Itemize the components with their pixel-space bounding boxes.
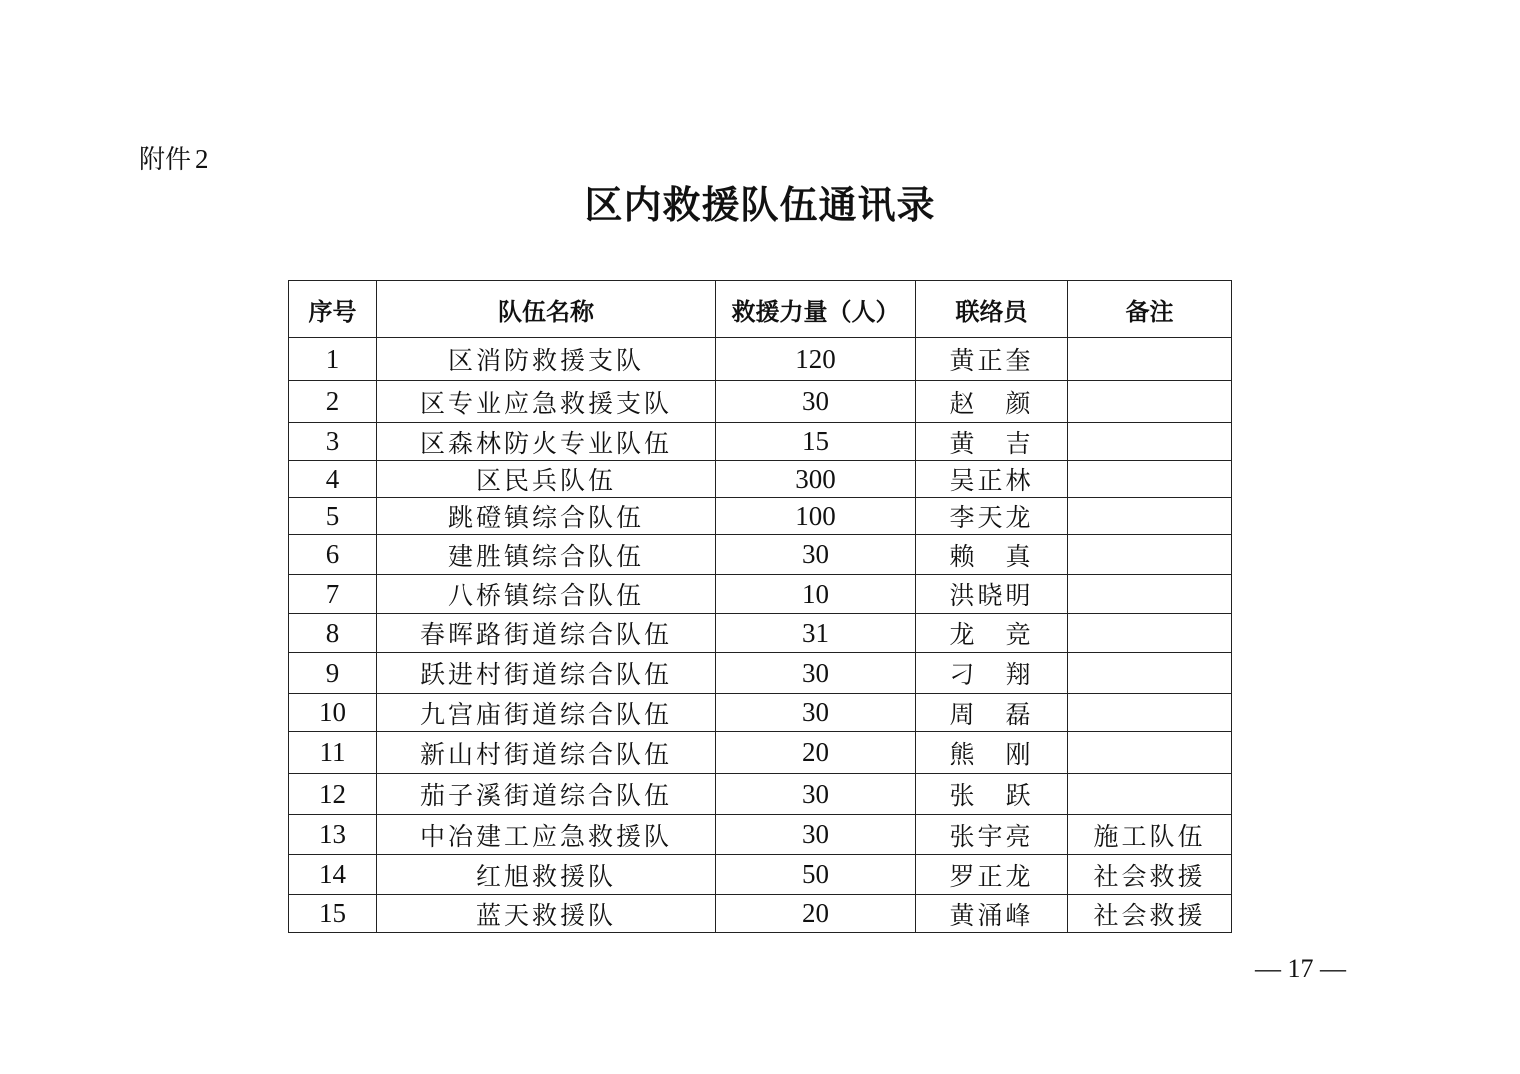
cell-team-name: 茄子溪街道综合队伍 (377, 774, 716, 815)
cell-rescue-force: 15 (716, 423, 916, 461)
header-team-name: 队伍名称 (377, 281, 716, 338)
cell-rescue-force: 30 (716, 535, 916, 575)
cell-serial-number: 9 (289, 653, 377, 694)
table-header-row (289, 281, 1232, 338)
attachment-label-text: 附件 (139, 145, 192, 175)
cell-serial-number: 14 (289, 855, 377, 895)
cell-contact-person: 赖 真 (916, 535, 1068, 575)
cell-serial-number: 7 (289, 575, 377, 614)
cell-team-name: 中冶建工应急救援队 (377, 815, 716, 855)
cell-contact-person: 熊 刚 (916, 732, 1068, 774)
cell-contact-person: 李天龙 (916, 498, 1068, 535)
cell-rescue-force: 20 (716, 732, 916, 774)
table-row (289, 895, 1232, 933)
cell-serial-number: 10 (289, 694, 377, 732)
header-serial-number: 序号 (289, 281, 377, 338)
header-remarks: 备注 (1068, 281, 1232, 338)
cell-team-name: 区民兵队伍 (377, 461, 716, 498)
cell-contact-person: 刁 翔 (916, 653, 1068, 694)
cell-rescue-force: 30 (716, 815, 916, 855)
cell-contact-person: 张 跃 (916, 774, 1068, 815)
cell-serial-number: 3 (289, 423, 377, 461)
cell-rescue-force: 30 (716, 774, 916, 815)
cell-rescue-force: 300 (716, 461, 916, 498)
cell-remarks (1068, 423, 1232, 461)
cell-remarks: 施工队伍 (1068, 815, 1232, 855)
cell-contact-person: 洪晓明 (916, 575, 1068, 614)
cell-contact-person: 张宇亮 (916, 815, 1068, 855)
cell-contact-person: 罗正龙 (916, 855, 1068, 895)
cell-remarks (1068, 614, 1232, 653)
cell-contact-person: 周 磊 (916, 694, 1068, 732)
cell-team-name: 红旭救援队 (377, 855, 716, 895)
cell-contact-person: 赵 颜 (916, 381, 1068, 423)
table-row (289, 815, 1232, 855)
cell-remarks (1068, 653, 1232, 694)
cell-rescue-force: 20 (716, 895, 916, 933)
cell-remarks: 社会救援 (1068, 895, 1232, 933)
cell-serial-number: 2 (289, 381, 377, 423)
header-contact-person: 联络员 (916, 281, 1068, 338)
cell-serial-number: 1 (289, 338, 377, 381)
cell-team-name: 春晖路街道综合队伍 (377, 614, 716, 653)
table-row (289, 575, 1232, 614)
cell-team-name: 跃进村街道综合队伍 (377, 653, 716, 694)
cell-team-name: 跳磴镇综合队伍 (377, 498, 716, 535)
cell-remarks (1068, 575, 1232, 614)
cell-rescue-force: 100 (716, 498, 916, 535)
cell-serial-number: 4 (289, 461, 377, 498)
table-row (289, 653, 1232, 694)
page-number: — 17 — (1255, 954, 1346, 983)
cell-serial-number: 5 (289, 498, 377, 535)
table-row (289, 535, 1232, 575)
table-row (289, 423, 1232, 461)
cell-contact-person: 黄 吉 (916, 423, 1068, 461)
cell-remarks (1068, 338, 1232, 381)
cell-serial-number: 8 (289, 614, 377, 653)
table-row (289, 498, 1232, 535)
table-row (289, 381, 1232, 423)
attachment-number: 2 (195, 144, 209, 174)
cell-serial-number: 13 (289, 815, 377, 855)
cell-team-name: 区专业应急救援支队 (377, 381, 716, 423)
cell-team-name: 区消防救援支队 (377, 338, 716, 381)
cell-contact-person: 龙 竞 (916, 614, 1068, 653)
cell-team-name: 区森林防火专业队伍 (377, 423, 716, 461)
document-title: 区内救援队伍通讯录 (584, 182, 936, 227)
cell-rescue-force: 10 (716, 575, 916, 614)
table-row (289, 774, 1232, 815)
cell-remarks: 社会救援 (1068, 855, 1232, 895)
cell-remarks (1068, 774, 1232, 815)
cell-remarks (1068, 535, 1232, 575)
cell-rescue-force: 120 (716, 338, 916, 381)
cell-serial-number: 15 (289, 895, 377, 933)
header-rescue-force: 救援力量（人） (716, 281, 916, 338)
cell-team-name: 九宫庙街道综合队伍 (377, 694, 716, 732)
rescue-team-table (288, 280, 1232, 933)
cell-rescue-force: 30 (716, 694, 916, 732)
cell-team-name: 八桥镇综合队伍 (377, 575, 716, 614)
table-row (289, 694, 1232, 732)
cell-remarks (1068, 381, 1232, 423)
cell-remarks (1068, 461, 1232, 498)
table-row (289, 461, 1232, 498)
attachment-label (139, 142, 209, 177)
cell-serial-number: 6 (289, 535, 377, 575)
table-row (289, 732, 1232, 774)
cell-rescue-force: 30 (716, 381, 916, 423)
cell-remarks (1068, 732, 1232, 774)
cell-rescue-force: 31 (716, 614, 916, 653)
cell-rescue-force: 50 (716, 855, 916, 895)
table-row (289, 855, 1232, 895)
cell-remarks (1068, 694, 1232, 732)
cell-contact-person: 黄正奎 (916, 338, 1068, 381)
cell-contact-person: 吴正林 (916, 461, 1068, 498)
cell-serial-number: 11 (289, 732, 377, 774)
cell-serial-number: 12 (289, 774, 377, 815)
cell-team-name: 蓝天救援队 (377, 895, 716, 933)
cell-rescue-force: 30 (716, 653, 916, 694)
cell-remarks (1068, 498, 1232, 535)
table-row (289, 614, 1232, 653)
table-row (289, 338, 1232, 381)
cell-contact-person: 黄涌峰 (916, 895, 1068, 933)
cell-team-name: 新山村街道综合队伍 (377, 732, 716, 774)
cell-team-name: 建胜镇综合队伍 (377, 535, 716, 575)
